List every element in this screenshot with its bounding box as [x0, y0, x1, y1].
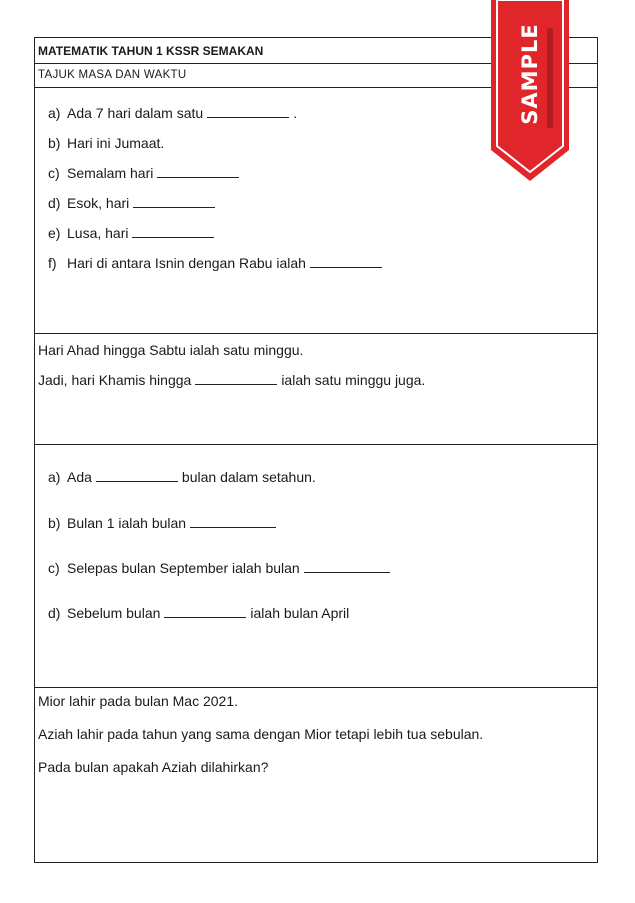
- sample-watermark: [489, 0, 571, 183]
- question-1a: a) Ada 7 hari dalam satu .: [48, 105, 298, 121]
- statement-mior: Mior lahir pada bulan Mac 2021.: [38, 693, 239, 709]
- answer-blank[interactable]: [96, 469, 178, 482]
- question-1e: e) Lusa, hari: [48, 225, 218, 241]
- section-week-range: [35, 334, 597, 445]
- question-3c: c) Selepas bulan September ialah bulan: [48, 560, 394, 576]
- answer-blank[interactable]: [132, 225, 214, 238]
- answer-blank[interactable]: [157, 165, 239, 178]
- answer-blank[interactable]: [207, 105, 289, 118]
- answer-blank[interactable]: [195, 372, 277, 385]
- statement-aziah: Aziah lahir pada tahun yang sama dengan Mior tetapi lebih tua sebulan.: [38, 726, 484, 742]
- answer-blank[interactable]: [304, 560, 390, 573]
- sample-label: SAMPLE: [518, 23, 542, 125]
- question-week-range: Jadi, hari Khamis hingga ialah satu minggu juga.: [38, 372, 426, 388]
- question-3a: a) Ada bulan dalam setahun.: [48, 469, 316, 485]
- question-aziah-month: Pada bulan apakah Aziah dilahirkan?: [38, 759, 269, 775]
- answer-blank[interactable]: [164, 605, 246, 618]
- question-3b: b) Bulan 1 ialah bulan: [48, 515, 280, 531]
- section-months: [35, 445, 597, 688]
- section-birth-month: [35, 688, 597, 862]
- question-1c: c) Semalam hari: [48, 165, 243, 181]
- statement-week: Hari Ahad hingga Sabtu ialah satu minggu.: [38, 342, 304, 358]
- answer-blank[interactable]: [190, 515, 276, 528]
- question-3d: d) Sebelum bulan ialah bulan April: [48, 605, 350, 621]
- answer-blank[interactable]: [133, 195, 215, 208]
- question-1b: b) Hari ini Jumaat.: [48, 135, 165, 151]
- question-1f: f) Hari di antara Isnin dengan Rabu ialah: [48, 255, 386, 271]
- question-1d: d) Esok, hari: [48, 195, 219, 211]
- answer-blank[interactable]: [310, 255, 382, 268]
- worksheet-title: MATEMATIK TAHUN 1 KSSR SEMAKAN: [38, 44, 264, 58]
- topic-label: TAJUK MASA DAN WAKTU: [38, 69, 187, 81]
